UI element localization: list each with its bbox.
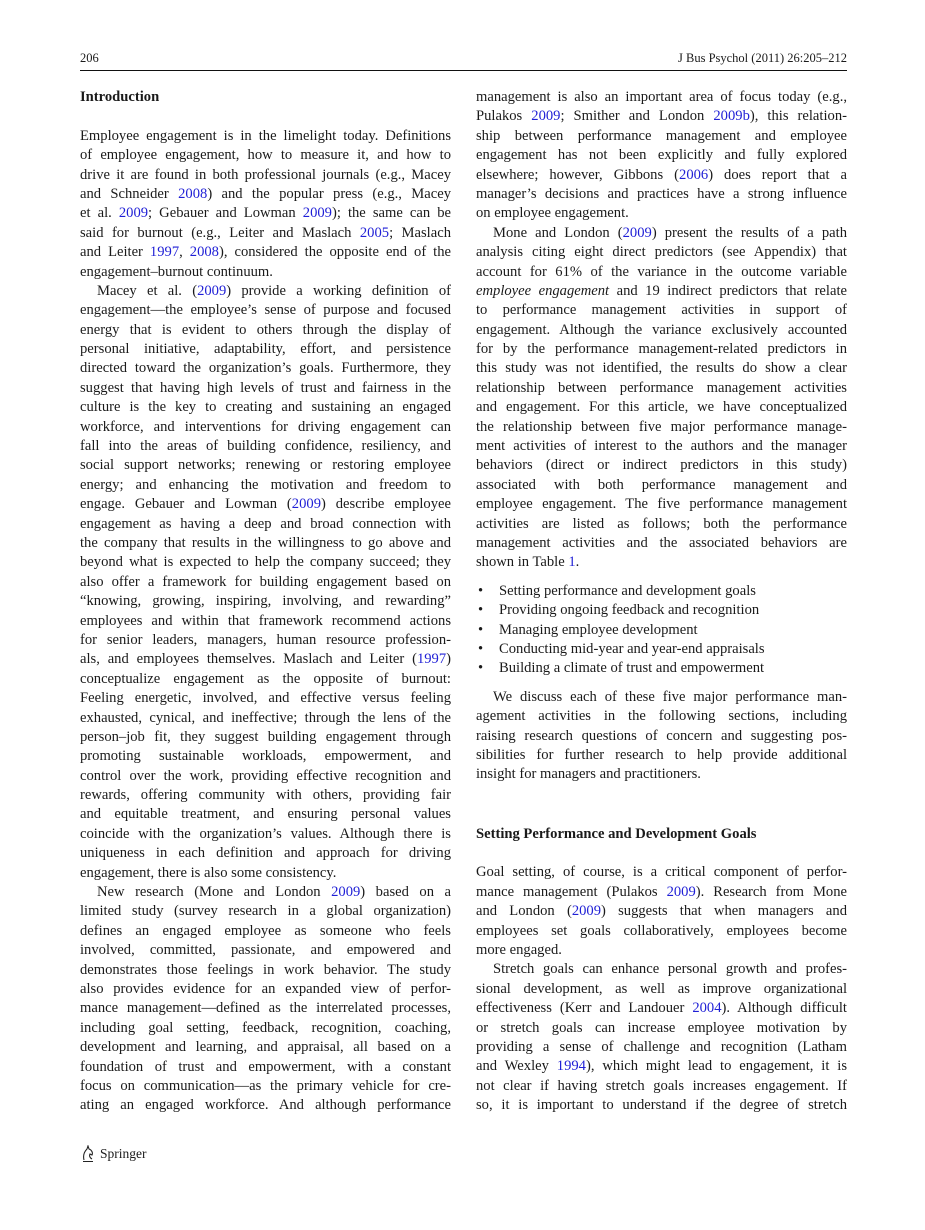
list-item: • Providing ongoing feedback and recognition [476,601,847,620]
text-line: workforce, and interventions for driving engagement can [80,418,451,435]
text-line: Pulakos 2009; Smither and London 2009b), this relation- [476,108,847,125]
section-heading-goals: Setting Performance and Development Goals [476,825,757,842]
right-column [476,88,847,1116]
text-line: Employee engagement is in the limelight today. Definitions [80,127,451,144]
text-line: We discuss each of these five major performance man- [493,688,847,705]
text-line: control over the work, providing effective recognition and [80,767,451,784]
publisher-name: Springer [100,1146,147,1161]
text-line: elsewhere; however, Gibbons (2006) does report that a [476,166,847,183]
paragraph [80,282,451,883]
text-line: involved, committed, passionate, and empowered and [80,942,451,959]
text-line: shown in Table 1. [476,554,580,571]
text-line: and London (2009) suggests that when managers and [476,903,847,920]
italic-term: employee engagement [476,282,610,299]
text-line: ship between performance management and employee [476,127,847,144]
text-line: Feeling energetic, involved, and effective versus feeling [80,690,451,707]
citation-link[interactable]: 2009b [713,108,750,125]
spacer [476,679,847,688]
text-line: suggest that having high levels of trust and fairness in the [80,379,451,396]
text-line: and Schneider 2008) and the popular press (e.g., Macey [80,185,451,202]
citation-link[interactable]: 2009 [302,205,332,222]
spacer [476,785,847,825]
paragraph [476,88,847,224]
text-line: limited study (survey research in a global organization) [80,903,451,920]
paragraph [476,960,847,1115]
paragraph [476,224,847,573]
list-item: • Building a climate of trust and empowerment [476,659,847,678]
text-line: the company that results in the willingness to go above and [80,534,451,551]
list-item: • Managing employee development [476,621,847,640]
citation-link[interactable]: 1997 [416,651,447,668]
text-line: defines an engaged employee as someone who feels [80,922,451,939]
text-line: rewards, offering community with others, providing fair [80,787,451,804]
list-item: • Setting performance and development goals [476,582,847,601]
text-line: manager’s decisions and practices have a strong influence [476,185,847,202]
citation-link[interactable]: 1994 [556,1058,586,1075]
text-line: so, it is important to understand if the degree of stretch [476,1097,847,1114]
text-line: management is also an important area of focus today (e.g., [476,89,847,105]
text-line: and Wexley 1994), which might lead to engagement, it is [476,1058,847,1075]
text-line: employee engagement and 19 indirect predictors that relate [476,282,847,299]
citation-link[interactable]: 2005 [359,224,390,241]
text-line: management activities and the associated behaviors are [476,534,847,551]
text-line: engagement, there is also some consistency. [80,864,337,881]
activities-list [476,582,847,679]
text-line: personal initiative, adaptability, effort, and persistence [80,341,451,358]
text-line: sional development, as well as improve organizational [476,980,847,997]
text-line: development and learning, and appraisal, all based on a [80,1039,451,1056]
citation-link[interactable]: 2009 [531,108,561,125]
running-head [80,48,847,71]
publisher-footer [80,1145,147,1163]
text-line: account for 61% of the variance in the outcome variable [476,263,847,280]
text-line: engagement as having a deep and broad connection with [80,515,451,532]
text-line: uniqueness in each definition and approach for driving [80,845,451,862]
citation-link[interactable]: 2008 [178,185,208,202]
citation-link[interactable]: 2009 [622,224,652,241]
text-line: activities are listed as follows; both the performance [476,515,847,532]
paragraph [476,863,847,960]
paragraph [80,127,451,282]
text-line: more engaged. [476,942,562,959]
text-line: engagement–burnout continuum. [80,263,273,280]
text-line: exhausted, cynical, and ineffective; through the lens of the [80,709,451,726]
text-line: including goal setting, feedback, recognition, coaching, [80,1019,451,1036]
text-line: mance management—defined as the interrelated processes, [80,1000,451,1017]
text-line: focus on communication—as the primary vehicle for cre- [80,1077,451,1094]
text-line: employees set goals collaboratively, employees become [476,922,847,939]
citation-link[interactable]: 2009 [118,205,149,222]
text-line: Mone and London (2009) present the results of a path [493,224,847,241]
text-line: conceptualize engagement as the opposite of burnout: [80,670,451,687]
paragraph [476,688,847,785]
text-line: and equitable treatment, and ensuring personal values [80,806,451,823]
text-line: for senior leaders, managers, human resource profession- [80,631,451,648]
citation-link[interactable]: 2004 [692,1000,722,1017]
text-line: coincide with the organization’s values. Although there is [80,825,451,842]
section-heading-introduction: Introduction [80,89,160,105]
citation-link[interactable]: 2006 [679,166,709,183]
text-line: ating an engaged workforce. And although performance [80,1097,451,1114]
text-line: also provides evidence for an expanded view of perfor- [80,980,451,997]
text-line: also offer a framework for building engagement based on [80,573,451,590]
text-line: demonstrates those feelings in work behavior. The study [80,961,451,978]
text-line: of employee engagement, how to measure it, and how to [80,147,451,164]
text-line: New research (Mone and London 2009) based on a [97,884,451,901]
text-line: energy that is evident to others through the display of [80,321,451,338]
citation-link[interactable]: 2008 [189,244,219,261]
citation-link[interactable]: 2009 [571,903,601,920]
text-line: not clear if having stretch goals increases engagement. If [476,1077,847,1094]
left-column [80,88,451,1116]
page-number: 206 [80,51,99,65]
text-line: engage. Gebauer and Lowman (2009) describe employee [80,496,451,513]
text-line: engagement. Although the variance exclusively accounted [476,321,847,338]
text-line: engagement—the employee’s sense of purpose and focused [80,302,451,319]
text-line: culture is the key to creating and sustaining an engaged [80,399,451,416]
text-line: effectiveness (Kerr and Landouer 2004). Although difficult [476,1000,847,1017]
text-line: providing a sense of challenge and recognition (Latham [476,1038,847,1055]
text-line: als, and employees themselves. Maslach and Leiter (1997) [80,651,451,668]
text-line: engagement has not been explicitly and fully explored [476,147,847,164]
text-line: analysis citing eight direct predictors (see Appendix) that [476,244,847,261]
text-line: this study was not identified, the results do show a clear [476,360,847,377]
text-line: drive it are found in both professional journals (e.g., Macey [80,166,451,183]
spacer [80,107,451,126]
text-line: or stretch goals can increase employee motivation by [476,1019,847,1036]
text-line: beyond what is expected to help the company succeed; they [80,554,451,571]
text-line: for by the performance management-related predictors in [476,341,847,358]
text-line: relationship between performance management activities [476,379,847,396]
text-line: to performance management activities in support of [476,302,847,319]
text-line: associated with both performance management and [476,476,847,493]
citation-link[interactable]: 1 [568,554,576,571]
text-line: the relationship between five major performance manage- [476,418,847,435]
paragraph [80,883,451,1116]
list-item: • Conducting mid-year and year-end appraisals [476,640,847,659]
citation-link[interactable]: 2009 [291,496,321,513]
text-line: sibilities for further research to help provide additional [476,746,847,763]
text-line: employees and within that framework recommend actions [80,612,451,629]
text-line: person–job fit, they suggest building engagement through [80,728,451,745]
text-line: Macey et al. (2009) provide a working definition of [97,282,451,299]
text-line: and engagement. For this article, we have conceptualized [476,399,847,416]
text-line: and Leiter 1997, 2008), considered the opposite end of the [80,244,452,261]
text-line: mance management (Pulakos 2009). Research from Mone [476,883,847,900]
text-line: “knowing, growing, inspiring, involving, and rewarding” [80,593,451,610]
text-line: Stretch goals can enhance personal growth and profes- [493,961,847,978]
citation-link[interactable]: 1997 [149,244,180,261]
text-line: fall into the areas of building confidence, resiliency, and [80,438,451,455]
text-line: directed toward the organization’s goals. Furthermore, they [80,360,451,377]
journal-citation: J Bus Psychol (2011) 26:205–212 [678,51,847,65]
springer-horse-icon [80,1145,96,1163]
text-line: employee engagement. The five performance management [476,496,847,513]
text-line: foundation of trust and empowerment, with a constant [80,1058,451,1075]
text-line: agement activities in the following sections, including [476,708,847,725]
citation-link[interactable]: 2009 [197,282,227,299]
text-line: social support networks; renewing or restoring employee [80,457,451,474]
spacer [476,844,847,863]
text-line: energy; and enhancing the motivation and freedom to [80,476,451,493]
text-line: insight for managers and practitioners. [476,766,701,783]
text-line: ment activities of interest to the authors and the manager [476,438,847,455]
text-line: raising research questions of concern and suggesting pos- [476,727,847,744]
citation-link[interactable]: 2009 [331,884,361,901]
citation-link[interactable]: 2009 [666,883,696,900]
text-line: on employee engagement. [476,205,629,222]
text-line: et al. 2009; Gebauer and Lowman 2009); the same can be [80,205,451,222]
text-line: promoting sustainable workloads, empowerment, and [80,748,451,765]
spacer [476,573,847,582]
text-line: behaviors (direct or indirect predictors in this study) [476,457,847,474]
text-line: said for burnout (e.g., Leiter and Maslach 2005; Maslach [80,224,451,241]
text-line: Goal setting, of course, is a critical component of perfor- [476,864,847,881]
